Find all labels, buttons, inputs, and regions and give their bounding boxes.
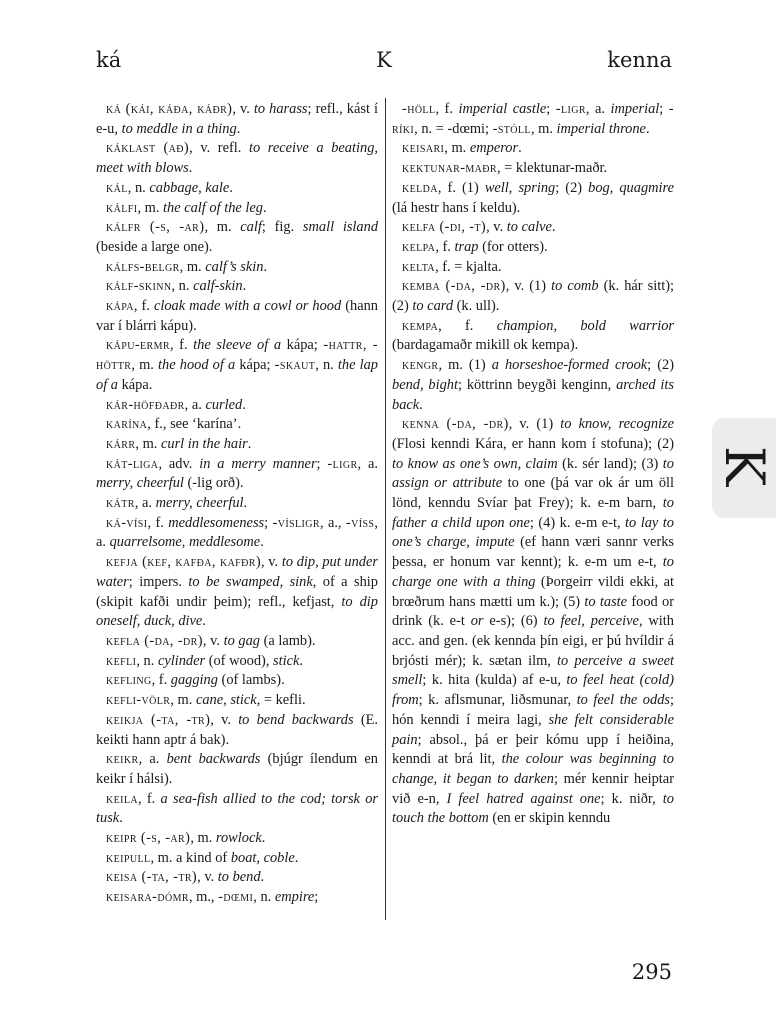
dictionary-entry <box>96 671 378 691</box>
entry-gloss: imperial <box>610 101 660 117</box>
entry-gloss: a sea-fish allied to the cod; torsk or tusk <box>96 790 378 827</box>
header-last-word: kenna <box>607 48 672 72</box>
entry-headword: kálf-skinn <box>106 278 172 295</box>
entry-headword: kápu-ermr <box>106 337 170 354</box>
entry-headword: kektunar-maðr <box>402 160 497 177</box>
entry-text: , a. <box>134 495 156 512</box>
entry-gloss: the sleeve of a <box>193 337 282 354</box>
entry-text: . <box>247 435 252 452</box>
entry-headword: kefla (-da, -dr) <box>106 632 203 649</box>
entry-text: . <box>645 120 650 137</box>
entry-headword: -víss <box>345 514 375 531</box>
entry-headword: kálfr (-s, -ar) <box>106 219 205 236</box>
entry-headword: -ríki <box>392 101 674 137</box>
entry-headword: ká-vísi <box>106 514 148 531</box>
entry-gloss: calf <box>240 219 262 236</box>
entry-gloss: the calf of the leg <box>163 199 263 216</box>
entry-gloss: to feel, perceive <box>543 613 639 630</box>
entry-text: kápa; <box>281 337 324 354</box>
entry-text: , a. <box>357 455 378 472</box>
entry-gloss: calf-skin <box>193 278 243 295</box>
entry-text: , with acc. and gen. (ek kennda þín eigi, er þú hvíldir á brjósti mér); k. sætan ilm, <box>392 613 674 669</box>
dictionary-entry <box>392 356 674 415</box>
entry-headword: ká (kái, káða, káðr) <box>106 101 233 117</box>
entry-text: ; fig. <box>261 219 303 236</box>
entry-gloss: bend, bight <box>392 376 459 393</box>
dictionary-entry <box>96 691 378 711</box>
entry-text: , n. <box>315 357 338 374</box>
entry-gloss: a horseshoe-formed crook <box>491 357 648 374</box>
left-column <box>96 100 378 908</box>
entry-headword: kengr <box>402 357 439 374</box>
dictionary-entry <box>96 297 378 336</box>
entry-text: , a. <box>585 101 611 117</box>
dictionary-entry <box>96 455 378 494</box>
entry-headword: -stóll <box>492 120 531 137</box>
entry-headword: -ligr <box>327 455 358 472</box>
entry-gloss: cabbage, kale <box>149 179 230 196</box>
dictionary-entry <box>392 179 674 218</box>
entry-text: , v. refl. <box>189 140 249 157</box>
entry-headword: karína <box>106 416 148 433</box>
entry-text: , a. <box>96 514 378 551</box>
dictionary-entry <box>96 849 378 869</box>
entry-text: , m. <box>530 120 557 137</box>
dictionary-entry <box>96 336 378 395</box>
entry-text: ; köttrinn beygði kenginn, <box>458 376 617 393</box>
entry-text: . <box>262 199 267 216</box>
entry-text: (Flosi kenndi Kára, er hann kom í stofuna); (2) <box>392 435 674 452</box>
dictionary-entry <box>392 218 674 238</box>
dictionary-entry <box>392 258 674 278</box>
entry-text: ; k. aflsmunar, liðsmunar, <box>418 692 577 709</box>
entry-headword: -hattr, -höttr <box>96 337 379 374</box>
entry-gloss: rowlock <box>215 830 262 847</box>
entry-text: e-s); (6) <box>483 613 544 630</box>
entry-gloss: cane, stick <box>195 692 257 709</box>
entry-headword: kátr <box>106 495 135 512</box>
entry-gloss: champion, bold warrior <box>496 317 675 334</box>
entry-text: , m. <box>190 830 216 847</box>
entry-gloss: arched its back <box>392 376 674 413</box>
entry-gloss: to father a child upon one <box>392 495 674 531</box>
entry-text: . <box>236 120 241 137</box>
entry-headword: kálfi <box>106 199 138 216</box>
dictionary-entry <box>392 277 674 316</box>
entry-text: , f. <box>435 238 455 255</box>
dictionary-entry <box>96 139 378 178</box>
entry-text: , m. <box>170 692 196 709</box>
entry-text: ; (4) k. e-m e-t, <box>529 514 626 531</box>
entry-text: kápa. <box>118 376 153 393</box>
entry-text: . <box>260 534 264 551</box>
dictionary-entry <box>392 415 674 829</box>
entry-headword: kelpa <box>402 238 436 255</box>
entry-gloss: to comb <box>551 278 599 295</box>
entry-headword: kefling <box>106 672 152 689</box>
entry-gloss: empire <box>274 889 315 906</box>
running-header <box>96 48 672 78</box>
entry-gloss: calf’s skin <box>205 258 264 275</box>
entry-text: (hann var í blárri kápu). <box>96 298 378 334</box>
dictionary-entry <box>392 238 674 258</box>
entry-text: , m. a kind of <box>150 849 231 866</box>
entry-text: , of a ship (skipit kafði undir þeim); refl., kefjast, <box>96 573 378 610</box>
entry-gloss: to card <box>412 298 454 315</box>
entry-headword: -skaut <box>274 357 316 374</box>
entry-gloss: to feel the odds <box>576 692 670 709</box>
entry-gloss: bog, quagmire <box>588 179 674 196</box>
entry-text: , adv. <box>158 455 200 472</box>
entry-gloss: cloak made with a cowl or hood <box>153 298 342 315</box>
entry-text: ; mér kennir heiptar við e-n, <box>392 770 674 807</box>
entry-text: , v. <box>486 219 507 236</box>
entry-headword: kárr <box>106 435 136 452</box>
entry-gloss: she felt considerable pain <box>392 711 674 748</box>
entry-gloss: in a merry manner <box>199 455 317 472</box>
entry-text: , f. <box>169 337 194 354</box>
entry-text: (a lamb). <box>259 632 316 649</box>
dictionary-entry <box>96 888 378 908</box>
dictionary-entry <box>96 179 378 199</box>
entry-headword: kefli-völr <box>106 692 171 709</box>
entry-gloss: to know as one’s own, claim <box>392 455 558 472</box>
tab-letter: K <box>713 445 776 487</box>
entry-gloss: curled <box>205 396 243 413</box>
entry-gloss: to charge one with a thing <box>392 554 674 590</box>
dictionary-entry <box>96 277 378 297</box>
entry-text: , f. <box>147 514 169 531</box>
entry-text: , f. <box>138 790 161 807</box>
entry-text: , v. (1) <box>505 278 552 295</box>
entry-headword: keisa (-ta, -tr) <box>106 869 198 886</box>
entry-text: (E. keikti hann aptr á bak). <box>96 711 379 748</box>
dictionary-entry <box>96 258 378 278</box>
entry-gloss: to dip, put under water <box>96 554 378 590</box>
entry-text: , v. <box>232 101 254 117</box>
entry-headword: káklast (að) <box>106 140 190 157</box>
entry-headword: keipr (-s, -ar) <box>106 830 191 847</box>
dictionary-entry <box>96 396 378 416</box>
entry-text: , v. (1) <box>508 416 561 433</box>
dictionary-entry <box>392 100 674 139</box>
entry-text: . <box>260 869 265 886</box>
entry-text: ; <box>314 889 319 906</box>
entry-text: ; k. hita (kulda) af e-u, <box>422 672 567 689</box>
entry-headword: keikja (-ta, -tr) <box>106 711 211 728</box>
entry-text: (Þorgeirr vildi ekki, at brœðrum hans mætti um k.); (5) <box>392 573 674 610</box>
entry-gloss: imperial castle <box>458 101 547 117</box>
entry-text: , m. <box>137 199 164 216</box>
entry-text: , m. <box>179 258 206 275</box>
entry-text: ; impers. <box>128 573 189 590</box>
entry-text: , f. <box>133 298 154 315</box>
entry-text: ; refl., kást í e-u, <box>96 101 379 137</box>
entry-headword: -dœmi <box>218 889 254 906</box>
entry-text: (ef hann væri sannr verks þessa, er honum var kennt); k. e-m um e-t, <box>392 534 675 571</box>
entry-gloss: to receive a beating, meet with blows <box>96 140 378 177</box>
entry-text: to one (þá var ok ár um öll lönd, kenndu Svíar þat Frey); k. e-m barn, <box>392 475 675 512</box>
entry-gloss: to taste <box>584 593 628 610</box>
entry-text: , f. (1) <box>437 179 485 196</box>
entry-text: , a. <box>138 751 167 768</box>
entry-text: , m., <box>188 889 219 906</box>
entry-text: , m. (1) <box>438 357 492 374</box>
dictionary-entry <box>96 218 378 257</box>
entry-gloss: gagging <box>170 672 218 689</box>
entry-text: , f., see ‘karína’. <box>147 416 242 433</box>
entry-gloss: curl in the hair <box>160 435 248 452</box>
entry-text: . <box>518 140 522 157</box>
entry-text: , n. <box>136 652 158 669</box>
entry-gloss: to know, recognize <box>560 416 675 433</box>
entry-text: , v. <box>202 632 224 649</box>
entry-headword: kefli <box>106 652 137 669</box>
entry-text: . <box>263 258 268 275</box>
entry-headword: keipull <box>106 849 151 866</box>
page-number: 295 <box>631 960 672 984</box>
entry-text: (of lambs). <box>217 672 285 689</box>
dictionary-entry <box>96 435 378 455</box>
entry-text: ; <box>546 101 556 117</box>
entry-text: . <box>261 830 266 847</box>
entry-headword: kát-liga <box>106 455 159 472</box>
entry-headword: kápa <box>106 298 134 315</box>
entry-headword: keikr <box>106 751 139 768</box>
entry-text: , m. <box>135 435 161 452</box>
entry-gloss: small island <box>302 219 379 236</box>
entry-text: food or drink (k. e-t <box>392 593 674 630</box>
entry-text: (beside a large one). <box>96 238 213 255</box>
dictionary-entry <box>392 317 674 356</box>
entry-text: ; <box>316 455 328 472</box>
entry-headword: kelda <box>402 179 438 196</box>
entry-text: , f. = kjalta. <box>435 258 502 275</box>
entry-text: . <box>551 219 556 236</box>
dictionary-entry <box>96 415 378 435</box>
entry-text: , a., <box>319 514 346 531</box>
entry-text: . <box>242 396 246 413</box>
entry-headword: kár-höfðaðr <box>106 396 185 413</box>
entry-gloss: to perceive a sweet smell <box>392 652 674 689</box>
entry-gloss: boat, coble <box>230 849 295 866</box>
entry-text: , f. <box>435 101 459 117</box>
entry-gloss: to assign or attribute <box>392 455 674 492</box>
entry-text: (bardagamaðr mikill ok kempa). <box>392 337 579 354</box>
dictionary-entry <box>96 100 378 139</box>
entry-text: , n. <box>127 179 150 196</box>
entry-headword: keisara-dómr <box>106 889 189 906</box>
entry-gloss: to bend backwards <box>238 711 354 728</box>
entry-text: , n. = -dœmi; <box>414 120 493 137</box>
entry-text: , n. <box>253 889 275 906</box>
entry-headword: keila <box>106 790 138 807</box>
entry-text: ; k. niðr, <box>600 790 663 807</box>
entry-gloss: trap <box>454 238 479 255</box>
entry-text: (bjúgr ílendum en keikr í hálsi). <box>96 751 378 787</box>
entry-headword: kempa <box>402 317 439 334</box>
dictionary-entry <box>96 829 378 849</box>
entry-headword: kenna (-da, -dr) <box>402 416 509 433</box>
entry-text: , = kefli. <box>256 692 306 709</box>
header-first-word: ká <box>96 48 122 72</box>
entry-gloss: to lay to one’s charge, impute <box>392 514 674 551</box>
entry-gloss: emperor <box>469 140 519 157</box>
entry-headword: kál <box>106 179 128 196</box>
right-column <box>392 100 674 829</box>
entry-text: , n. <box>171 278 194 295</box>
entry-gloss: stick <box>273 652 300 669</box>
entry-gloss: to feel heat (cold) from <box>392 672 674 709</box>
header-section-letter: K <box>376 48 392 72</box>
entry-gloss: to bend <box>217 869 261 886</box>
entry-gloss: the lap of a <box>96 357 379 393</box>
entry-text: , f. <box>151 672 171 689</box>
entry-gloss: imperial throne <box>556 120 646 137</box>
entry-gloss: meddlesomeness <box>168 514 265 531</box>
entry-gloss: or <box>470 613 484 630</box>
entry-text: (for otters). <box>478 238 548 255</box>
dictionary-entry <box>96 553 378 632</box>
entry-text: . <box>294 849 299 866</box>
entry-headword: kefja (kef, kafða, kafðr) <box>106 554 262 571</box>
entry-text: ; <box>659 101 669 117</box>
dictionary-entry <box>96 868 378 888</box>
entry-text: , m. <box>444 140 470 157</box>
entry-gloss: cylinder <box>157 652 206 669</box>
entry-text: (en er skipin kenndu <box>488 810 611 827</box>
entry-text: ; <box>264 514 273 531</box>
dictionary-entry <box>96 652 378 672</box>
entry-gloss: merry, cheerful <box>155 495 244 512</box>
entry-headword: kemba (-da, -dr) <box>402 278 506 295</box>
entry-gloss: merry, cheerful <box>96 475 184 492</box>
entry-text: (k. ull). <box>453 298 500 315</box>
entry-text: (k. sér land); (3) <box>557 455 663 472</box>
entry-text: . <box>188 160 193 177</box>
entry-text: , m. <box>204 219 241 236</box>
entry-gloss: bent backwards <box>166 751 261 768</box>
dictionary-entry <box>96 750 378 789</box>
dictionary-entry <box>392 159 674 179</box>
entry-gloss: to touch the bottom <box>392 790 674 827</box>
dictionary-entry <box>96 199 378 219</box>
entry-gloss: to meddle in a thing <box>121 120 237 137</box>
entry-text: . <box>119 810 123 827</box>
entry-headword: kálfs-belgr <box>106 258 180 275</box>
entry-headword: keisari <box>402 140 445 157</box>
entry-text: , m. <box>131 357 159 374</box>
entry-gloss: the hood of a <box>158 357 236 374</box>
column-divider <box>385 98 386 920</box>
entry-gloss: to calve <box>506 219 552 236</box>
entry-text: . <box>243 495 248 512</box>
entry-text: ; hón kenndi í meira lagi, <box>392 692 674 728</box>
entry-text: , v. <box>261 554 282 571</box>
entry-gloss: to be swamped, sink <box>188 573 313 590</box>
entry-gloss: to harass <box>253 101 308 117</box>
entry-text: (-lig orð). <box>183 475 244 492</box>
dictionary-entry <box>96 494 378 514</box>
entry-text: , f. <box>438 317 497 334</box>
entry-text: kápa; <box>235 357 275 374</box>
entry-text: , v. <box>197 869 218 886</box>
dictionary-entry <box>96 711 378 750</box>
entry-text: (lá hestr hans í keldu). <box>392 199 521 216</box>
dictionary-entry <box>96 632 378 652</box>
entry-text: . <box>242 278 247 295</box>
entry-text: . <box>419 396 423 413</box>
entry-gloss: to gag <box>223 632 260 649</box>
entry-headword: -ligr <box>555 101 586 117</box>
entry-headword: kelta <box>402 258 436 275</box>
entry-gloss: the colour was beginning to change, it began to darken <box>392 751 674 787</box>
entry-text: , v. <box>210 711 239 728</box>
entry-text: , a. <box>184 396 206 413</box>
entry-text: , = klektunar-maðr. <box>497 160 608 177</box>
dictionary-entry <box>96 514 378 553</box>
section-thumb-tab <box>712 418 776 518</box>
entry-text: ; absol., þá er þeir kómu upp í heiðina, kenndi at brá lit, <box>392 731 674 768</box>
entry-headword: kelfa (-di, -t) <box>402 219 487 236</box>
entry-gloss: to dip oneself, duck, dive <box>96 593 378 630</box>
dictionary-entry <box>96 790 378 829</box>
entry-text: ; (2) <box>647 357 674 374</box>
entry-text: (k. hár sitt); (2) <box>392 278 675 315</box>
dictionary-entry <box>392 139 674 159</box>
entry-gloss: quarrelsome, meddlesome <box>109 534 261 551</box>
entry-text: . <box>229 179 233 196</box>
entry-text: . <box>299 652 304 669</box>
entry-headword: -höll <box>402 101 436 117</box>
entry-text: (of wood), <box>205 652 274 669</box>
entry-gloss: I feel hatred against one <box>446 790 601 807</box>
entry-headword: -vísligr <box>272 514 320 531</box>
entry-text: ; (2) <box>555 179 589 196</box>
entry-gloss: well, spring <box>484 179 556 196</box>
entry-text: . <box>202 613 206 630</box>
